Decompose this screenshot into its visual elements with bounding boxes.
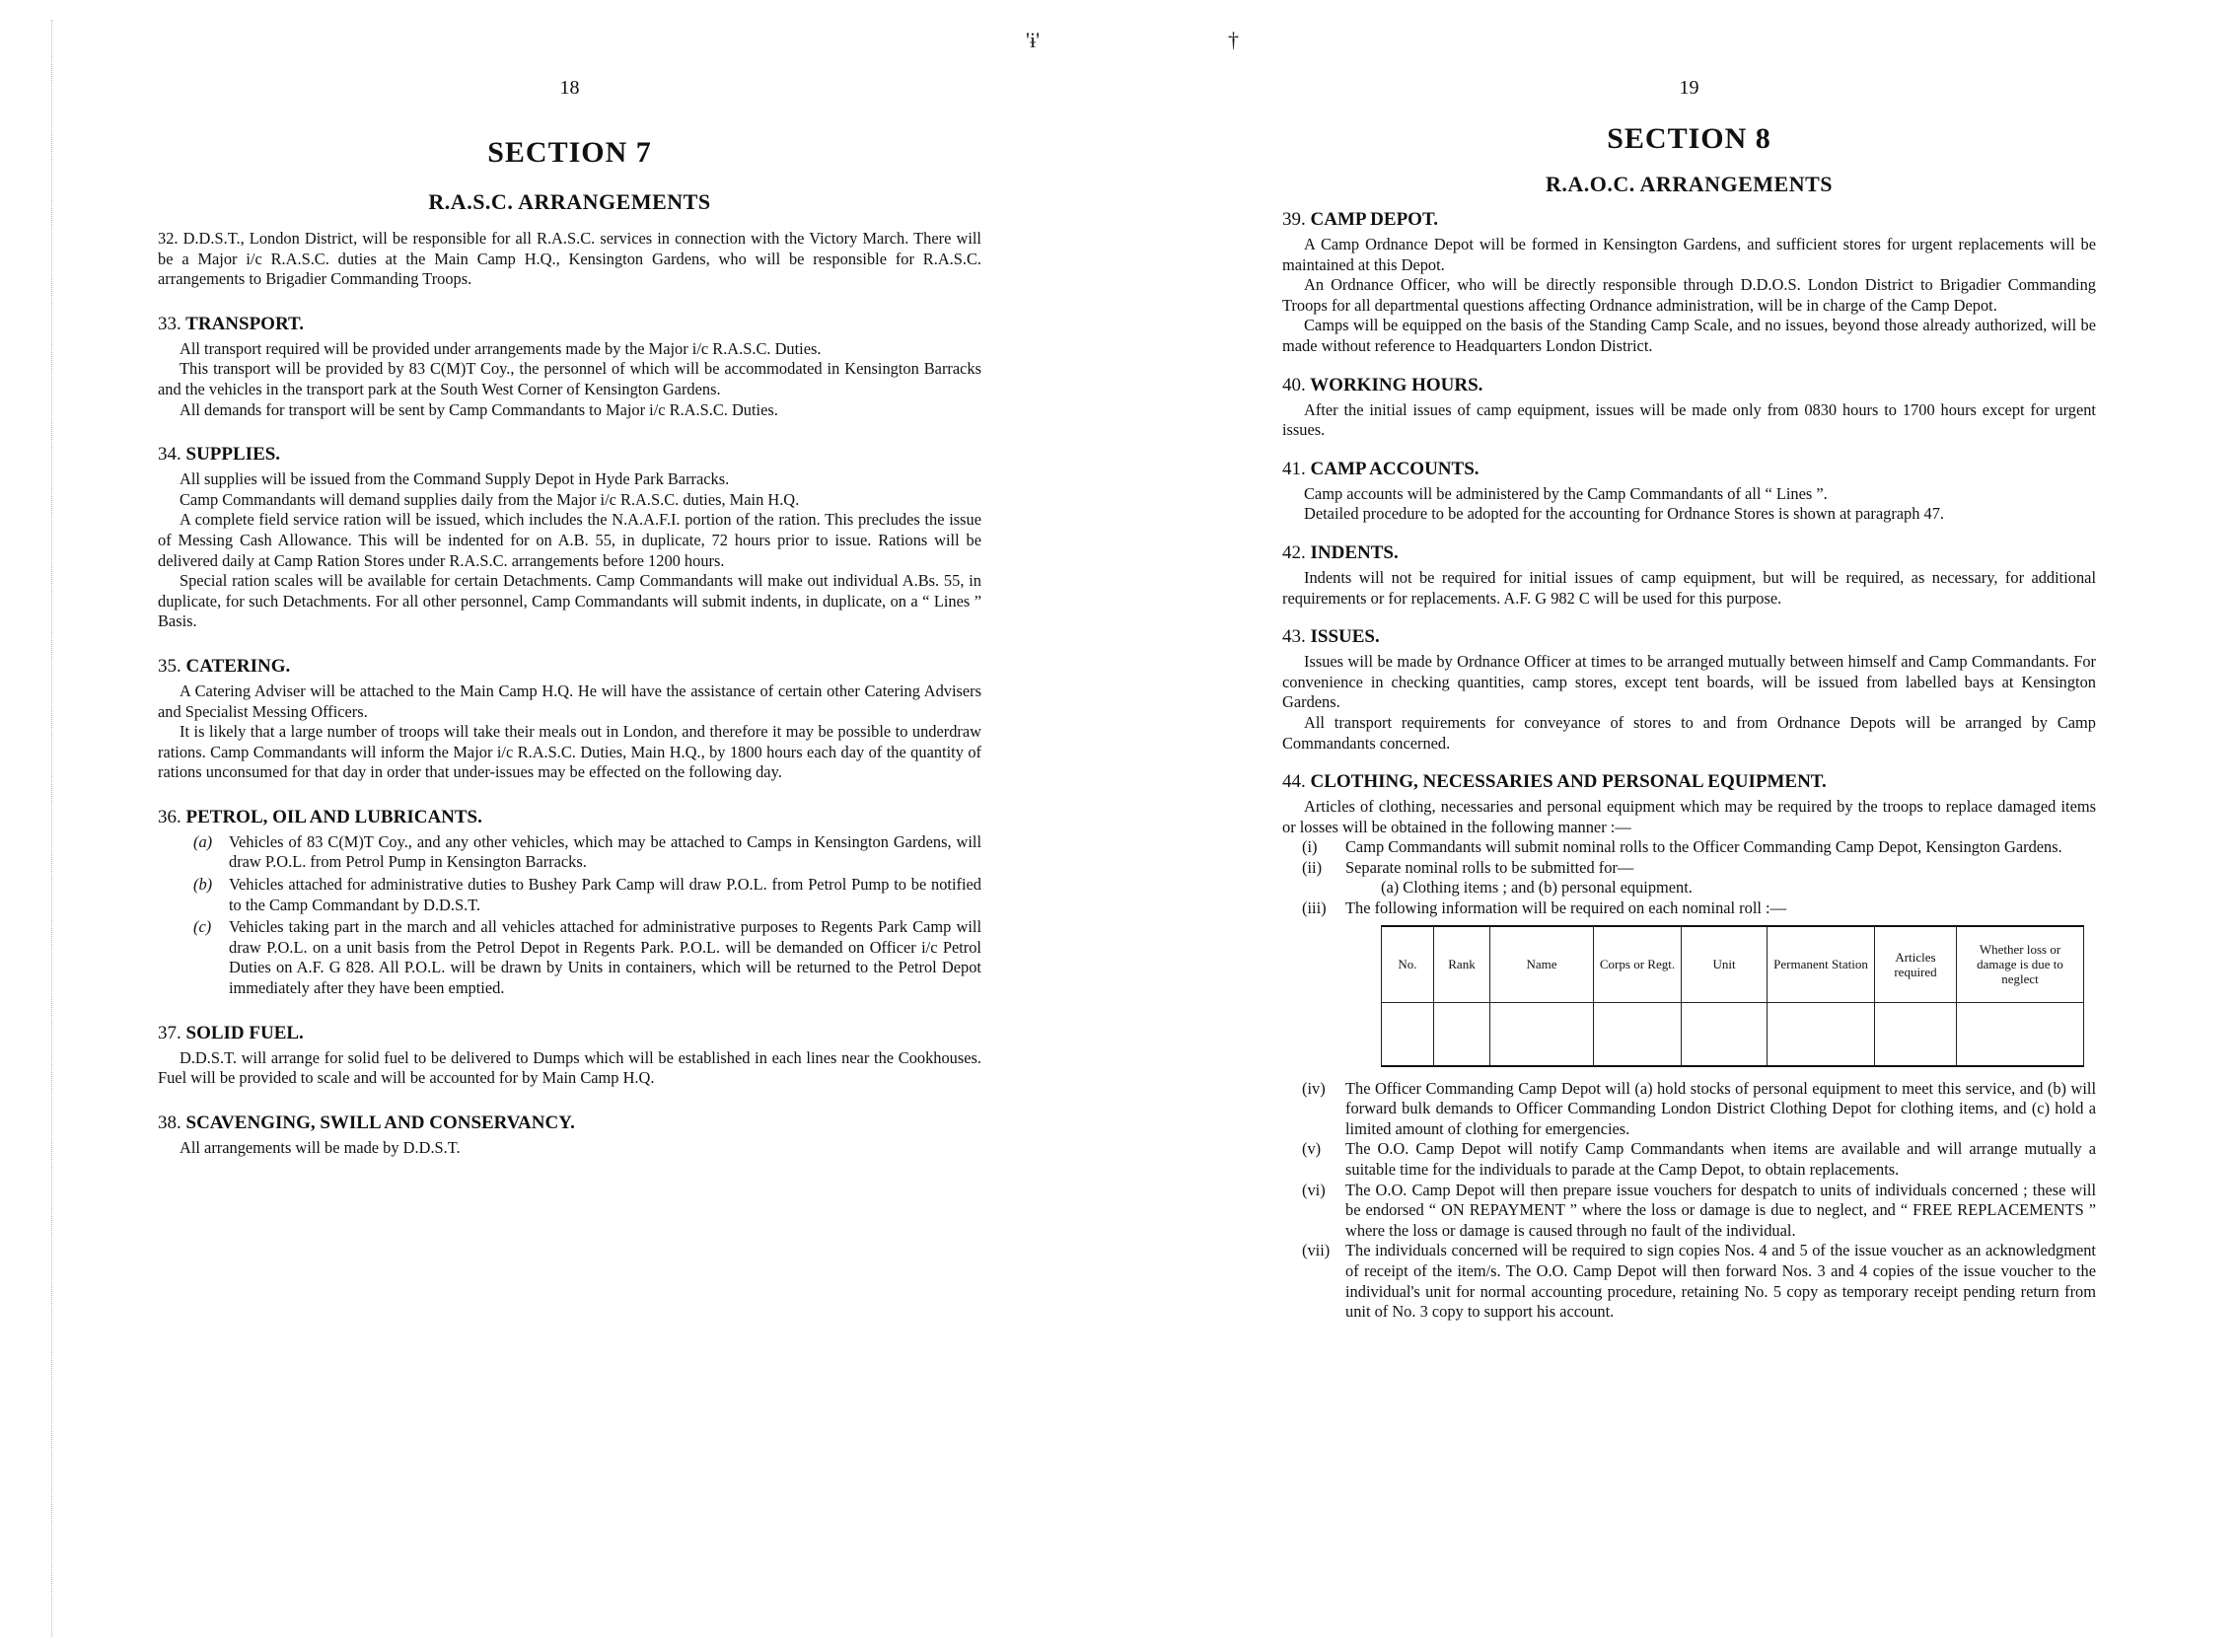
paragraph-title: WORKING HOURS.	[1310, 374, 1483, 395]
table-header: Whether loss or damage is due to neglect	[1957, 926, 2084, 1003]
list-item	[193, 832, 981, 873]
scan-margin	[51, 20, 56, 1637]
paragraph-43	[1282, 626, 2096, 754]
paragraph-text: A complete field service ration will be issued, which includes the N.A.A.F.I. portion of the ration. This precludes the issue of Messing Cash Allowance. This will be indented for on A.B. 55, in duplicate, 72 hours prior to issue. Rations will be delivered daily at Camp Ration Stores under R.A.S.C. arrangements before 1200 hours.	[158, 510, 981, 570]
paragraph-text: All demands for transport will be sent by Camp Commandants to Major i/c R.A.S.C. Duties.	[180, 399, 778, 419]
paragraph-number: 38.	[158, 1112, 181, 1133]
paragraph-38	[158, 1113, 981, 1159]
paragraph-title: SCAVENGING, SWILL AND CONSERVANCY.	[185, 1112, 575, 1133]
item-text: The following information will be required on each nominal roll :—	[1345, 898, 1786, 918]
table-row	[1382, 1003, 2084, 1066]
nominal-roll-table	[1381, 925, 2084, 1067]
table-header: Name	[1490, 926, 1594, 1003]
table-cell	[1768, 1003, 1875, 1066]
paragraph-40	[1282, 375, 2096, 441]
item-label: (iii)	[1302, 898, 1327, 918]
paragraph-title: PETROL, OIL AND LUBRICANTS.	[185, 806, 482, 827]
item-label: (vii)	[1302, 1241, 1331, 1260]
paragraph-number: 33.	[158, 313, 181, 334]
table-header: Articles required	[1875, 926, 1957, 1003]
paragraph-32	[158, 229, 981, 290]
item-text: Vehicles taking part in the march and all vehicles attached for administrative purposes to Regents Park Camp will draw P.O.L. on a unit basis from the Petrol Depot in Regents Park. P.O.L. will be demanded on Officer i/c Petrol Duties on A.F. G 828. All P.O.L. will be drawn by Units in containers, which will be returned to the Petrol Depot immediately after they have been emptied.	[229, 917, 981, 998]
paragraph-title: TRANSPORT.	[185, 313, 305, 334]
item-label: (iv)	[1302, 1078, 1326, 1098]
paragraph-number: 37.	[158, 1022, 181, 1043]
item-text: The O.O. Camp Depot will notify Camp Commandants when items are available and will arrange mutually a suitable time for the individuals to parade at the Camp Depot, to obtain replacements.	[1345, 1139, 2096, 1180]
paragraph-text: All supplies will be issued from the Command Supply Depot in Hyde Park Barracks.	[180, 469, 730, 489]
top-mark-left: 'ɨ'	[1026, 28, 1041, 52]
paragraph-text: All arrangements will be made by D.D.S.T.	[180, 1137, 461, 1157]
paragraph-title: INDENTS.	[1310, 541, 1399, 563]
paragraph-text: This transport will be provided by 83 C(M)T Coy., the personnel of which will be accommodated in Kensington Barracks and the vehicles in the transport park at the South West Corner of Kensington Gardens.	[158, 359, 981, 398]
table-header: Unit	[1682, 926, 1768, 1003]
paragraph-text: Detailed procedure to be adopted for the accounting for Ordnance Stores is shown at paragraph 47.	[1304, 504, 1945, 524]
item-label: (i)	[1302, 837, 1318, 857]
section-heading: SECTION 8	[1607, 122, 1771, 155]
list-item	[193, 875, 981, 915]
paragraph-title: ISSUES.	[1310, 626, 1380, 648]
paragraph-text: After the initial issues of camp equipment, issues will be made only from 0830 hours to 1700 hours except for urgent issues.	[1282, 399, 2096, 440]
item-text: The Officer Commanding Camp Depot will (a) hold stocks of personal equipment to meet this service, and (b) will forward bulk demands to Officer Commanding London District Clothing Depot for clothing items, and (c) hold a limited amount of clothing for emergencies.	[1345, 1078, 2096, 1138]
item-label: (vi)	[1302, 1180, 1326, 1199]
item-text: The individuals concerned will be required to sign copies Nos. 4 and 5 of the issue voucher as an acknowledgment of receipt of the item/s. The O.O. Camp Depot will then forward Nos. 3 and 4 copies of the issue voucher to the individual's unit for normal accounting procedure, retaining No. 5 copy as temporary receipt pending return from unit of No. 3 copy to support his account.	[1345, 1241, 2096, 1322]
table-cell	[1957, 1003, 2084, 1066]
table-header: No.	[1382, 926, 1434, 1003]
paragraph-37	[158, 1023, 981, 1089]
item-label: (c)	[193, 917, 212, 937]
paragraph-34	[158, 444, 981, 632]
table-cell	[1594, 1003, 1682, 1066]
section-subheading: R.A.S.C. ARRANGEMENTS	[428, 189, 711, 214]
paragraph-title: CAMP DEPOT.	[1310, 209, 1438, 230]
table-cell	[1490, 1003, 1594, 1066]
paragraph-44	[1282, 771, 2096, 1323]
table-cell	[1682, 1003, 1768, 1066]
page-number: 19	[1679, 77, 1699, 99]
list-item	[1302, 1241, 2096, 1322]
item-label: (v)	[1302, 1139, 1322, 1159]
list-item	[1302, 898, 2096, 919]
paragraph-text: All transport requirements for conveyance of stores to and from Ordnance Depots will be arranged by Camp Commandants concerned.	[1282, 712, 2096, 753]
table-header: Permanent Station	[1768, 926, 1875, 1003]
top-mark-right: †	[1228, 28, 1239, 52]
table-cell	[1875, 1003, 1957, 1066]
paragraph-text: All transport required will be provided under arrangements made by the Major i/c R.A.S.C. Duties.	[180, 338, 822, 358]
list-item	[1302, 837, 2096, 858]
item-text: The O.O. Camp Depot will then prepare issue vouchers for despatch to units of individuals concerned ; these will be endorsed “ ON REPAYMENT ” where the loss or damage is due to neglect, and “ FREE REPLACEMENTS ” where the loss or damage is caused through no fault of the individual.	[1345, 1180, 2096, 1240]
paragraph-33	[158, 314, 981, 420]
paragraph-text: Articles of clothing, necessaries and personal equipment which may be required by the troops to replace damaged items or losses will be obtained in the following manner :—	[1282, 797, 2096, 836]
paragraph-text: A Catering Adviser will be attached to the Main Camp H.Q. He will have the assistance of certain other Catering Advisers and Specialist Messing Officers.	[158, 681, 981, 721]
paragraph-42	[1282, 542, 2096, 609]
right-page	[1282, 0, 2096, 1652]
paragraph-number: 44.	[1282, 771, 1306, 793]
item-text: Vehicles of 83 C(M)T Coy., and any other vehicles, which may be attached to Camps in Kensington Gardens, will draw P.O.L. from Petrol Pump in Kensington Barracks.	[229, 831, 981, 872]
paragraph-number: 43.	[1282, 626, 1306, 648]
list-item	[1302, 1181, 2096, 1242]
paragraph-text: It is likely that a large number of troops will take their meals out in London, and therefore it may be possible to underdraw rations. Camp Commandants will inform the Major i/c R.A.S.C. Duties, Main H.Q., by 1800 hours each day of the quantity of rations unconsumed for that day in order that under-issues may be effected on the following day.	[158, 722, 981, 782]
paragraph-title: CATERING.	[185, 655, 291, 677]
paragraph-number: 39.	[1282, 209, 1306, 230]
paragraph-text: Issues will be made by Ordnance Officer at times to be arranged mutually between himself and Camp Commandants. For convenience in checking quantities, camp stores, except tent boards, will be issued from labelled bays at Kensington Gardens.	[1282, 652, 2096, 712]
paragraph-text: Indents will not be required for initial issues of camp equipment, but will be required, as necessary, for additional requirements or for replacements. A.F. G 982 C will be used for this purpose.	[1282, 567, 2096, 608]
table-cell	[1382, 1003, 1434, 1066]
list-item	[193, 917, 981, 998]
paragraph-text: D.D.S.T. will arrange for solid fuel to be delivered to Dumps which will be established in each lines near the Cookhouses. Fuel will be provided to scale and will be accounted for by Main Camp H.Q.	[158, 1047, 981, 1088]
paragraph-title: CLOTHING, NECESSARIES AND PERSONAL EQUIPMENT.	[1310, 771, 1827, 793]
section-subheading: R.A.O.C. ARRANGEMENTS	[1545, 172, 1834, 196]
left-page	[158, 0, 981, 1652]
paragraph-number: 35.	[158, 655, 181, 677]
paragraph-number: 40.	[1282, 374, 1306, 395]
paragraph-text: An Ordnance Officer, who will be directly responsible through D.D.O.S. London District to Brigadier Commanding Troops for all departmental questions affecting Ordnance administration, will be in charge of the Camp Depot.	[1282, 275, 2096, 315]
paragraph-text: A Camp Ordnance Depot will be formed in Kensington Gardens, and sufficient stores for urgent replacements will be maintained at this Depot.	[1282, 235, 2096, 274]
paragraph-number: 36.	[158, 806, 181, 827]
paragraph-36	[158, 807, 981, 999]
paragraph-number: 34.	[158, 444, 181, 466]
item-label: (b)	[193, 875, 213, 895]
paragraph-title: CAMP ACCOUNTS.	[1310, 458, 1480, 479]
list-item	[1302, 1139, 2096, 1180]
paragraph-text: Special ration scales will be available for certain Detachments. Camp Commandants will make out individual A.Bs. 55, in duplicate, for such Detachments. For all other personnel, Camp Commandants will submit indents, in duplicate, on a “ Lines ” Basis.	[158, 571, 981, 631]
list-item	[1302, 858, 2096, 879]
item-subtext: (a) Clothing items ; and (b) personal equipment.	[1381, 878, 1693, 898]
item-text: Camp Commandants will submit nominal rolls to the Officer Commanding Camp Depot, Kensington Gardens.	[1345, 837, 2062, 857]
paragraph-text: 32. D.D.S.T., London District, will be responsible for all R.A.S.C. services in connection with the Victory March. There will be a Major i/c R.A.S.C. duties at the Main Camp H.Q., Kensington Gardens, who will be responsible for R.A.S.C. arrangements to Brigadier Commanding Troops.	[158, 229, 981, 289]
paragraph-text: Camps will be equipped on the basis of the Standing Camp Scale, and no issues, beyond those already authorized, will be made without reference to Headquarters London District.	[1282, 316, 2096, 355]
table-cell	[1434, 1003, 1490, 1066]
item-label: (ii)	[1302, 857, 1323, 877]
paragraph-41	[1282, 459, 2096, 525]
paragraph-title: SOLID FUEL.	[185, 1022, 304, 1043]
paragraph-text: Camp Commandants will demand supplies daily from the Major i/c R.A.S.C. duties, Main H.Q.	[180, 489, 800, 509]
paragraph-number: 42.	[1282, 541, 1306, 563]
item-label: (a)	[193, 831, 213, 851]
paragraph-text: Camp accounts will be administered by the Camp Commandants of all “ Lines ”.	[1304, 483, 1828, 503]
page-number: 18	[559, 77, 580, 99]
item-text: Vehicles attached for administrative duties to Bushey Park Camp will draw P.O.L. from Petrol Pump to be notified to the Camp Commandant by D.D.S.T.	[229, 875, 981, 914]
list-item	[1302, 1079, 2096, 1140]
paragraph-title: SUPPLIES.	[185, 444, 281, 466]
paragraph-number: 41.	[1282, 458, 1306, 479]
table-header: Corps or Regt.	[1594, 926, 1682, 1003]
section-heading: SECTION 7	[487, 136, 652, 169]
item-text: Separate nominal rolls to be submitted for—	[1345, 857, 1634, 877]
table-header: Rank	[1434, 926, 1490, 1003]
paragraph-35	[158, 656, 981, 783]
paragraph-39	[1282, 209, 2096, 357]
